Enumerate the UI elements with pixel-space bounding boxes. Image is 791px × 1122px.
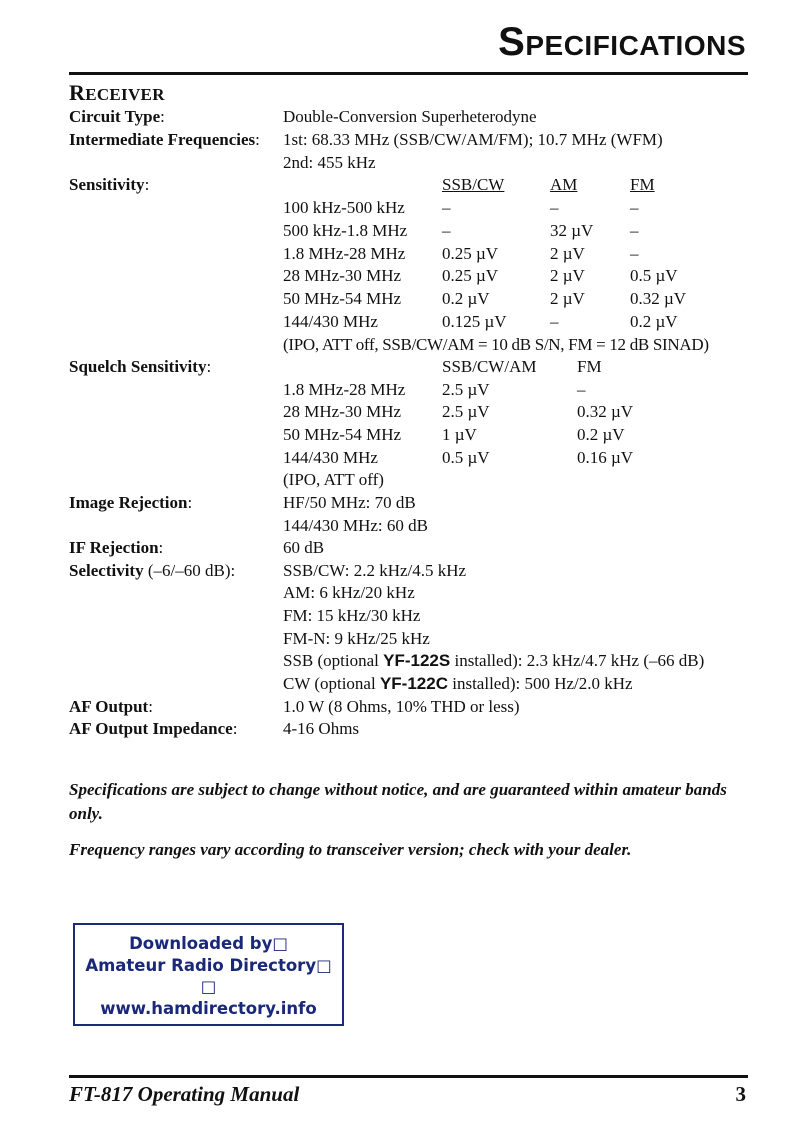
sensitivity-row-fm: 0.32 µV bbox=[630, 289, 687, 308]
circuit-type-label: Circuit Type: bbox=[69, 107, 165, 126]
af-output-value: 1.0 W (8 Ohms, 10% THD or less) bbox=[283, 697, 520, 716]
frequency-range-note: Frequency ranges vary according to transceiver version; check with your dealer. bbox=[69, 840, 632, 859]
sensitivity-row-am: – bbox=[550, 312, 559, 331]
selectivity-line: FM: 15 kHz/30 kHz bbox=[283, 606, 421, 625]
squelch-sensitivity-label: Squelch Sensitivity: bbox=[69, 357, 212, 376]
stamp-line: □ bbox=[200, 977, 217, 996]
circuit-type-value: Double-Conversion Superheterodyne bbox=[283, 107, 537, 126]
sensitivity-header-ssbcw: SSB/CW bbox=[442, 175, 505, 194]
sensitivity-row-ssbcw: – bbox=[442, 198, 451, 217]
filter-model-ssb: YF-122S bbox=[383, 651, 451, 670]
sensitivity-row-ssbcw: 0.25 µV bbox=[442, 244, 499, 263]
sensitivity-header-am: AM bbox=[550, 175, 578, 194]
squelch-row-ssbcwam: 2.5 µV bbox=[442, 380, 490, 399]
manual-title: FT-817 Operating Manual bbox=[69, 1082, 300, 1106]
sensitivity-row-ssbcw: 0.125 µV bbox=[442, 312, 507, 331]
sensitivity-row-am: – bbox=[550, 198, 559, 217]
image-rejection-line2: 144/430 MHz: 60 dB bbox=[283, 516, 428, 535]
squelch-row-ssbcwam: 1 µV bbox=[442, 425, 477, 444]
squelch-header-fm: FM bbox=[577, 357, 602, 376]
sensitivity-row-band: 100 kHz-500 kHz bbox=[283, 198, 405, 217]
spec-change-note: Specifications are subject to change without notice, and are guaranteed within amateur bands only. bbox=[69, 780, 727, 823]
sensitivity-row-fm: 0.2 µV bbox=[630, 312, 678, 331]
squelch-row-band: 28 MHz-30 MHz bbox=[283, 402, 402, 421]
selectivity-line: FM-N: 9 kHz/25 kHz bbox=[283, 629, 430, 648]
selectivity-cw-optional: CW (optional YF-122C installed): 500 Hz/2.0 kHz bbox=[283, 674, 633, 693]
sensitivity-row-band: 28 MHz-30 MHz bbox=[283, 266, 402, 285]
sensitivity-row-am: 32 µV bbox=[550, 221, 594, 240]
sensitivity-row-am: 2 µV bbox=[550, 244, 585, 263]
sensitivity-row-am: 2 µV bbox=[550, 289, 585, 308]
squelch-row-fm: 0.32 µV bbox=[577, 402, 634, 421]
selectivity-ssb-optional: SSB (optional YF-122S installed): 2.3 kHz/4.7 kHz (–66 dB) bbox=[283, 651, 705, 670]
page-number: 3 bbox=[735, 1082, 746, 1106]
sensitivity-row-fm: – bbox=[630, 244, 639, 263]
sensitivity-row-ssbcw: 0.25 µV bbox=[442, 266, 499, 285]
sensitivity-row-band: 50 MHz-54 MHz bbox=[283, 289, 402, 308]
squelch-row-band: 144/430 MHz bbox=[283, 448, 378, 467]
af-impedance-label: AF Output Impedance: bbox=[69, 719, 238, 738]
if-frequencies-line1: 1st: 68.33 MHz (SSB/CW/AM/FM); 10.7 MHz (WFM) bbox=[283, 130, 663, 149]
squelch-row-fm: – bbox=[577, 380, 586, 399]
squelch-header-ssbcwam: SSB/CW/AM bbox=[442, 357, 537, 376]
af-impedance-value: 4-16 Ohms bbox=[283, 719, 360, 738]
squelch-row-band: 50 MHz-54 MHz bbox=[283, 425, 402, 444]
squelch-row-ssbcwam: 2.5 µV bbox=[442, 402, 490, 421]
image-rejection-line1: HF/50 MHz: 70 dB bbox=[283, 493, 416, 512]
sensitivity-row-band: 500 kHz-1.8 MHz bbox=[283, 221, 408, 240]
if-rejection-label: IF Rejection: bbox=[69, 538, 164, 557]
af-output-label: AF Output: bbox=[69, 697, 153, 716]
image-rejection-label: Image Rejection: bbox=[69, 493, 193, 512]
sensitivity-row-am: 2 µV bbox=[550, 266, 585, 285]
sensitivity-label: Sensitivity: bbox=[69, 175, 150, 194]
sensitivity-row-fm: 0.5 µV bbox=[630, 266, 678, 285]
squelch-row-fm: 0.16 µV bbox=[577, 448, 634, 467]
page-title: SPECIFICATIONS bbox=[498, 20, 746, 64]
sensitivity-row-ssbcw: – bbox=[442, 221, 451, 240]
sensitivity-row-fm: – bbox=[630, 221, 639, 240]
if-frequencies-line2: 2nd: 455 kHz bbox=[283, 153, 376, 172]
sensitivity-row-fm: – bbox=[630, 198, 639, 217]
section-heading: RECEIVER bbox=[69, 80, 165, 105]
squelch-note: (IPO, ATT off) bbox=[283, 470, 384, 489]
selectivity-label: Selectivity (–6/–60 dB): bbox=[69, 561, 236, 580]
filter-model-cw: YF-122C bbox=[379, 674, 448, 693]
stamp-url: www.hamdirectory.info bbox=[100, 998, 317, 1018]
squelch-row-ssbcwam: 0.5 µV bbox=[442, 448, 490, 467]
sensitivity-header-fm: FM bbox=[630, 175, 655, 194]
sensitivity-row-band: 1.8 MHz-28 MHz bbox=[283, 244, 406, 263]
download-stamp bbox=[73, 923, 344, 1026]
selectivity-line: AM: 6 kHz/20 kHz bbox=[283, 583, 415, 602]
squelch-row-fm: 0.2 µV bbox=[577, 425, 625, 444]
header-rule bbox=[69, 72, 748, 75]
stamp-line: Amateur Radio Directory□ bbox=[85, 955, 332, 975]
if-rejection-value: 60 dB bbox=[283, 538, 325, 557]
sensitivity-row-band: 144/430 MHz bbox=[283, 312, 378, 331]
if-frequencies-label: Intermediate Frequencies: bbox=[69, 130, 260, 149]
sensitivity-note: (IPO, ATT off, SSB/CW/AM = 10 dB S/N, FM = 12 dB SINAD) bbox=[283, 335, 709, 354]
footer-rule bbox=[69, 1075, 748, 1078]
squelch-row-band: 1.8 MHz-28 MHz bbox=[283, 380, 406, 399]
selectivity-line: SSB/CW: 2.2 kHz/4.5 kHz bbox=[283, 561, 467, 580]
sensitivity-row-ssbcw: 0.2 µV bbox=[442, 289, 490, 308]
stamp-line: Downloaded by□ bbox=[129, 934, 288, 953]
